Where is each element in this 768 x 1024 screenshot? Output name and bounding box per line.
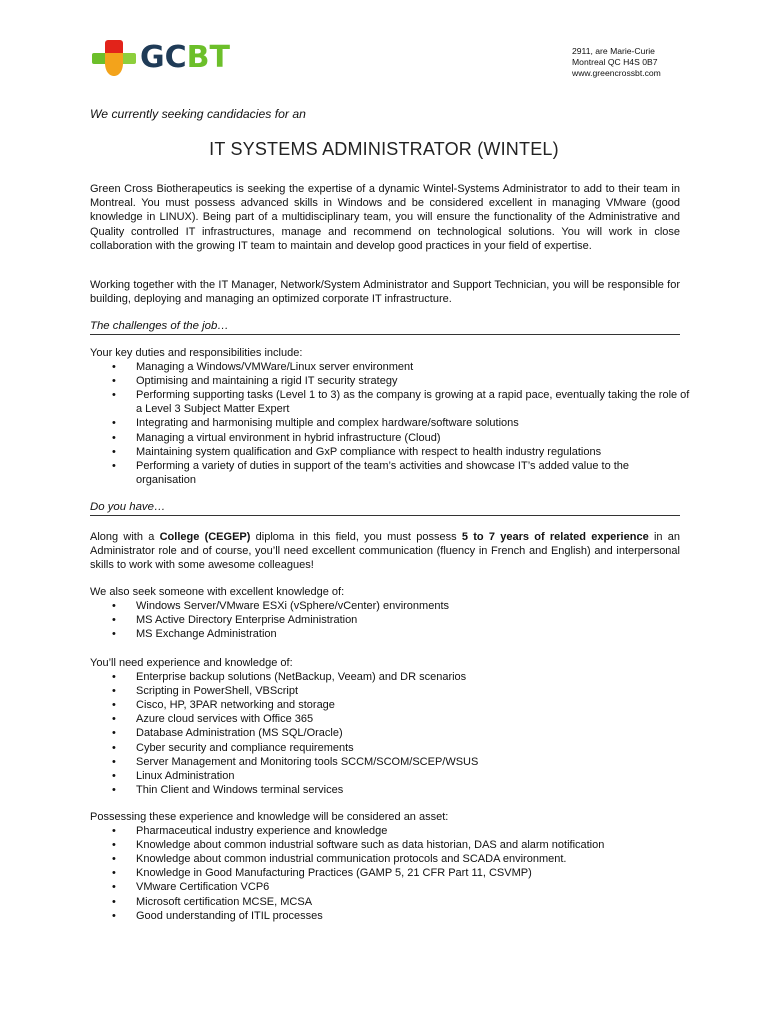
knowledge-block bbox=[90, 585, 690, 641]
list-item: • Knowledge about common industrial software such as data historian, DAS and alarm notification bbox=[90, 838, 690, 852]
list-item: • Knowledge about common industrial communication protocols and SCADA environment. bbox=[90, 852, 690, 866]
list-item: • Scripting in PowerShell, VBScript bbox=[90, 684, 690, 698]
list-item: • Managing a virtual environment in hybrid infrastructure (Cloud) bbox=[90, 431, 690, 445]
list-item: • VMware Certification VCP6 bbox=[90, 880, 690, 894]
list-item: • Server Management and Monitoring tools SCCM/SCOM/SCEP/WSUS bbox=[90, 755, 690, 769]
requirements-text-3: in an Administrator role and of course, you’ll need excellent communication (fluency in French and English) and interpersonal skills to work with some awesome colleagues! bbox=[90, 531, 680, 572]
job-title: IT SYSTEMS ADMINISTRATOR (WINTEL) bbox=[209, 139, 559, 159]
company-address bbox=[572, 46, 661, 78]
address-line-city: Montreal QC H4S 0B7 bbox=[572, 56, 658, 67]
asset-block bbox=[90, 810, 690, 923]
logo-text-bt: BT bbox=[186, 40, 230, 75]
list-item: • Cyber security and compliance requirements bbox=[90, 741, 690, 755]
list-item: • Managing a Windows/VMWare/Linux server environment bbox=[90, 360, 690, 374]
requirements-bold-diploma: College (CEGEP) bbox=[159, 531, 251, 543]
list-item: • Azure cloud services with Office 365 bbox=[90, 712, 690, 726]
list-item: • MS Active Directory Enterprise Administration bbox=[90, 613, 690, 627]
cross-logo-icon bbox=[92, 38, 136, 78]
list-item: • Good understanding of ITIL processes bbox=[90, 909, 690, 923]
requirements-text-2: diploma in this field, you must possess bbox=[250, 531, 462, 543]
duties-lead: Your key duties and responsibilities include: bbox=[90, 347, 303, 359]
knowledge-list bbox=[90, 599, 690, 641]
logo-wordmark bbox=[140, 38, 230, 78]
list-item: • Knowledge in Good Manufacturing Practices (GAMP 5, 21 CFR Part 11, CSVMP) bbox=[90, 866, 690, 880]
logo-text-gc: GC bbox=[140, 40, 187, 75]
list-item: • Database Administration (MS SQL/Oracle) bbox=[90, 726, 690, 740]
requirements-paragraph bbox=[90, 530, 680, 573]
description-paragraph-1: Green Cross Biotherapeutics is seeking the expertise of a dynamic Wintel-Systems Administrator to add to their team in Montreal. You must possess advanced skills in Windows and be considered excellent in managing VMware (good knowledge in LINUX). Being part of a multidisciplinary team, you will ensure the functionality of the Administrative and Quality controlled IT infrastructures, manage and recommend on technological solutions. You will work in close collaboration with the growing IT team to maintain and develop good practices in your field of expertise. bbox=[90, 183, 680, 252]
list-item: • Linux Administration bbox=[90, 769, 690, 783]
list-item: • Maintaining system qualification and GxP compliance with respect to health industry regulations bbox=[90, 445, 690, 459]
requirements-text-1: Along with a bbox=[90, 531, 160, 543]
duties-block bbox=[90, 346, 690, 487]
list-item: • MS Exchange Administration bbox=[90, 627, 690, 641]
list-item: • Integrating and harmonising multiple and complex hardware/software solutions bbox=[90, 416, 690, 430]
section-heading-requirements: Do you have… bbox=[90, 501, 680, 516]
list-item: • Performing supporting tasks (Level 1 to 3) as the company is growing at a rapid pace, eventually taking the role of a Level 3 Subject Matter Expert bbox=[90, 388, 690, 416]
section-heading-challenges: The challenges of the job… bbox=[90, 320, 680, 335]
requirements-bold-experience: 5 to 7 years of related experience bbox=[461, 531, 649, 543]
list-item: • Windows Server/VMware ESXi (vSphere/vCenter) environments bbox=[90, 599, 690, 613]
address-line-website: www.greencrossbt.com bbox=[572, 67, 661, 78]
asset-lead: Possessing these experience and knowledge will be considered an asset: bbox=[90, 811, 449, 823]
company-logo bbox=[92, 38, 230, 78]
experience-list bbox=[90, 670, 690, 797]
list-item: • Enterprise backup solutions (NetBackup, Veeam) and DR scenarios bbox=[90, 670, 690, 684]
list-item: • Cisco, HP, 3PAR networking and storage bbox=[90, 698, 690, 712]
experience-lead: You’ll need experience and knowledge of: bbox=[90, 657, 293, 669]
experience-block bbox=[90, 656, 690, 797]
description-paragraph-2: Working together with the IT Manager, Network/System Administrator and Support Technician, you will be responsible for building, deploying and managing an optimized corporate IT infrastructure. bbox=[90, 279, 680, 306]
address-line-street: 2911, are Marie-Curie bbox=[572, 46, 655, 56]
list-item: • Thin Client and Windows terminal services bbox=[90, 783, 690, 797]
list-item: • Microsoft certification MCSE, MCSA bbox=[90, 895, 690, 909]
list-item: • Pharmaceutical industry experience and knowledge bbox=[90, 824, 690, 838]
asset-list bbox=[90, 824, 690, 923]
list-item: • Performing a variety of duties in support of the team’s activities and showcase IT’s added value to the organisation bbox=[90, 459, 690, 487]
knowledge-lead: We also seek someone with excellent knowledge of: bbox=[90, 586, 345, 598]
duties-list bbox=[90, 360, 690, 487]
intro-text: We currently seeking candidacies for an bbox=[90, 107, 306, 121]
list-item: • Optimising and maintaining a rigid IT security strategy bbox=[90, 374, 690, 388]
